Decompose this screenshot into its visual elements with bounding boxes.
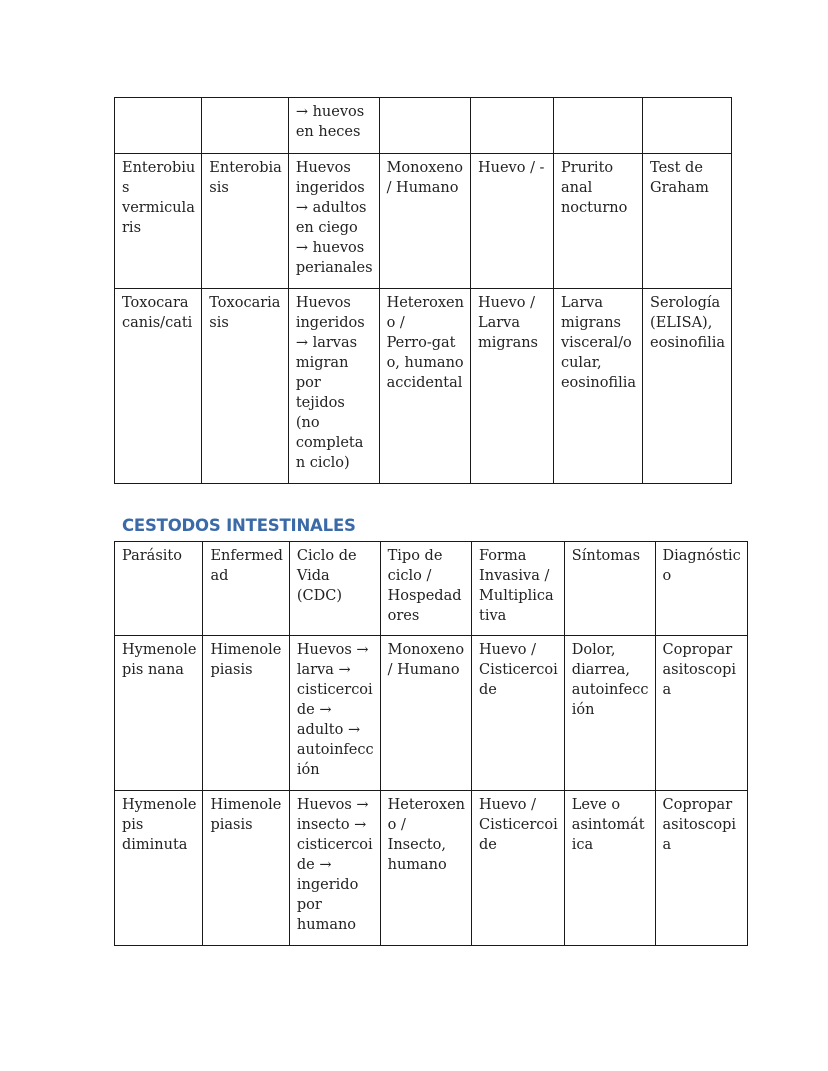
table-cell	[379, 154, 470, 289]
table-cell	[289, 791, 380, 946]
table-cell	[288, 289, 379, 484]
table-cell	[289, 636, 380, 791]
cell-text: Huevo / Cisticercoi de	[479, 642, 558, 698]
header-text: Parásito	[122, 548, 182, 564]
cell-text: Hymenole pis nana	[122, 642, 197, 678]
cell-text: Test de Graham	[650, 160, 709, 196]
cell-text: Monoxeno / Humano	[386, 160, 464, 196]
table-header-cell	[115, 542, 203, 636]
table-cell	[380, 636, 471, 791]
header-text: Síntomas	[571, 548, 641, 564]
cell-text: Heteroxen o / Perro-gat o, humano accidental	[386, 295, 464, 391]
cell-text: Huevos → larva → cisticercoi de → adulto → autoinfecc ión	[296, 642, 374, 778]
table-cell	[553, 154, 642, 289]
table-cell	[115, 791, 203, 946]
table-header-row	[115, 542, 748, 636]
parasite-table-continued	[114, 97, 732, 484]
cell-text: Huevo / Cisticercoi de	[479, 797, 558, 853]
table-row	[115, 154, 732, 289]
table-cell	[115, 98, 202, 154]
table-row	[115, 289, 732, 484]
header-text: Ciclo de Vida (CDC)	[296, 548, 357, 604]
table-cell	[643, 289, 732, 484]
table-cell	[288, 154, 379, 289]
table-cell	[115, 636, 203, 791]
table-header-cell	[655, 542, 747, 636]
table-cell	[379, 289, 470, 484]
cell-text: Huevos ingeridos → adultos en ciego → huevos perianales	[295, 160, 373, 276]
table-cell	[380, 791, 471, 946]
cestodos-table	[114, 541, 748, 946]
cell-text: Copropar asitoscopi a	[662, 642, 736, 698]
table-cell	[643, 98, 732, 154]
table-header-cell	[472, 542, 565, 636]
table-header-cell	[289, 542, 380, 636]
cell-text: Huevo / Larva migrans	[477, 295, 538, 351]
table-cell	[470, 154, 553, 289]
table-header-cell	[380, 542, 471, 636]
table-cell	[643, 154, 732, 289]
header-text: Enfermed ad	[210, 548, 283, 584]
header-text: Diagnóstic o	[662, 548, 741, 584]
cell-text: Huevos → insecto → cisticercoi de → ingerido por humano	[296, 797, 373, 933]
header-text: Tipo de ciclo / Hospedad ores	[387, 548, 462, 624]
cell-text: → huevos en heces	[295, 104, 365, 140]
table-cell	[553, 289, 642, 484]
cell-text: Enterobiu s vermicula ris	[122, 160, 196, 236]
table-cell	[655, 636, 747, 791]
cell-text: Hymenole pis diminuta	[122, 797, 197, 853]
table-cell	[470, 289, 553, 484]
table-cell	[202, 289, 289, 484]
cell-text: Larva migrans visceral/o cular, eosinofilia	[560, 295, 637, 391]
cell-text: Copropar asitoscopi a	[662, 797, 736, 853]
cell-text: Himenole piasis	[210, 797, 282, 833]
table-cell	[202, 98, 289, 154]
table-cell	[203, 636, 289, 791]
table-cell	[564, 791, 655, 946]
table-cell	[553, 98, 642, 154]
cell-text: Heteroxen o / Insecto, humano	[387, 797, 466, 873]
table-row	[115, 636, 748, 791]
table-cell	[564, 636, 655, 791]
cell-text: Toxocaria sis	[209, 295, 281, 331]
cell-text: Leve o asintomát ica	[571, 797, 645, 853]
table-cell	[472, 636, 565, 791]
cell-text: Toxocara canis/cati	[122, 295, 193, 331]
cell-text: Monoxeno / Humano	[387, 642, 465, 678]
header-text: Forma Invasiva / Multiplica tiva	[479, 548, 554, 624]
table-cell	[115, 154, 202, 289]
section-title: CESTODOS INTESTINALES	[122, 516, 356, 535]
cell-text: Serología (ELISA), eosinofilia	[650, 295, 726, 351]
table-cell	[115, 289, 202, 484]
table-cell	[379, 98, 470, 154]
table-cell	[202, 154, 289, 289]
cell-text: Prurito anal nocturno	[560, 160, 628, 216]
cell-text: Huevos ingeridos → larvas migran por tejidos (no completa n ciclo)	[295, 295, 365, 471]
table-cell	[470, 98, 553, 154]
cell-text: Enterobia sis	[209, 160, 282, 196]
cell-text: Dolor, diarrea, autoinfecc ión	[571, 642, 649, 718]
table-header-cell	[203, 542, 289, 636]
cell-text: Himenole piasis	[210, 642, 282, 678]
table-row	[115, 98, 732, 154]
table-row	[115, 791, 748, 946]
table-cell	[288, 98, 379, 154]
table-cell	[203, 791, 289, 946]
table-cell	[472, 791, 565, 946]
table-header-cell	[564, 542, 655, 636]
table-cell	[655, 791, 747, 946]
cell-text: Huevo / -	[477, 160, 545, 176]
